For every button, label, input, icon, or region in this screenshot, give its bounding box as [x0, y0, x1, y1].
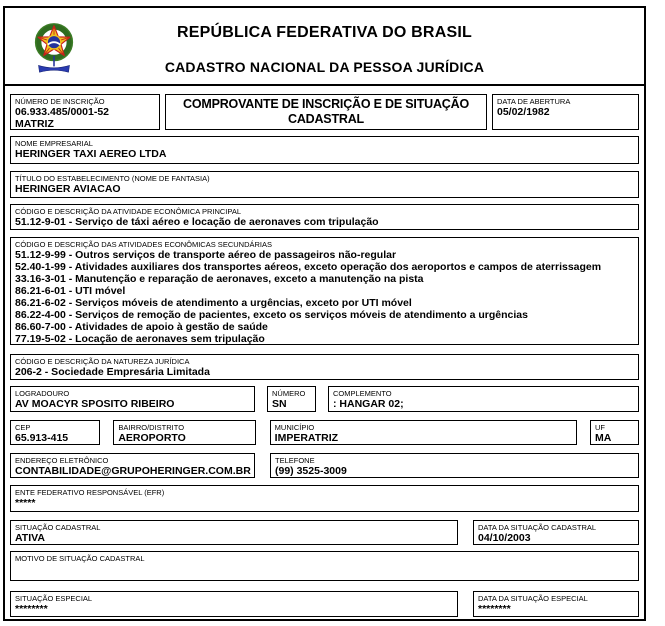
atividade-principal-label: CÓDIGO E DESCRIÇÃO DA ATIVIDADE ECONÔMICA PRINCIPAL [15, 207, 242, 216]
atividade-principal-row [10, 204, 639, 230]
nome-fantasia-value: HERINGER AVIACAO [15, 183, 121, 195]
address-row-1 [10, 386, 639, 412]
situacao-box [10, 520, 458, 545]
address-row-2 [10, 420, 639, 445]
situacao-row [10, 520, 639, 545]
comprovante-title-box: COMPROVANTE DE INSCRIÇÃO E DE SITUAÇÃO CADASTRAL [165, 94, 487, 130]
data-situacao-especial-value: ******** [478, 603, 511, 615]
situacao-especial-box [10, 591, 458, 617]
natureza-juridica-row [10, 354, 639, 380]
uf-label: UF [594, 423, 605, 432]
brazil-coat-of-arms-icon [29, 18, 79, 78]
email-box [10, 453, 255, 478]
cep-label: CEP [15, 423, 31, 432]
situacao-especial-label: SITUAÇÃO ESPECIAL [15, 594, 93, 603]
matriz-indicator: MATRIZ [15, 118, 54, 130]
numero-value: SN [272, 398, 287, 410]
identification-row [10, 94, 639, 130]
uf-box [590, 420, 639, 445]
secondary-activity-item: 86.60-7-00 - Atividades de apoio à gestão de saúde [15, 321, 268, 333]
secondary-activity-item: 33.16-3-01 - Manutenção e reparação de aeronaves, exceto a manutenção na pista [15, 273, 424, 285]
contact-row [10, 453, 639, 478]
data-abertura-box [492, 94, 639, 130]
logradouro-value: AV MOACYR SPOSITO RIBEIRO [15, 398, 175, 410]
natureza-juridica-box [10, 354, 639, 380]
efr-value: ***** [15, 497, 36, 509]
document-header [5, 8, 644, 86]
atividades-secundarias-label: CÓDIGO E DESCRIÇÃO DAS ATIVIDADES ECONÔMICAS SECUNDÁRIAS [15, 240, 272, 249]
situacao-label: SITUAÇÃO CADASTRAL [15, 523, 101, 532]
municipio-value: IMPERATRIZ [274, 432, 339, 444]
nome-empresarial-value: HERINGER TAXI AEREO LTDA [15, 148, 167, 160]
telefone-label: TELEFONE [275, 456, 315, 465]
data-situacao-label: DATA DA SITUAÇÃO CADASTRAL [478, 523, 597, 532]
uf-value: MA [594, 432, 612, 444]
numero-box [267, 386, 316, 412]
situacao-especial-value: ******** [15, 603, 48, 615]
natureza-juridica-value: 206-2 - Sociedade Empresária Limitada [15, 366, 210, 378]
email-value: CONTABILIDADE@GRUPOHERINGER.COM.BR [15, 465, 251, 477]
secondary-activity-item: 86.22-4-00 - Serviços de remoção de pacientes, exceto os serviços móveis de atendimento a urgências [15, 309, 528, 321]
logradouro-box [10, 386, 255, 412]
data-abertura-label: DATA DE ABERTURA [497, 97, 571, 106]
secondary-activity-item: 86.21-6-02 - Serviços móveis de atendimento a urgências, exceto por UTI móvel [15, 297, 412, 309]
cnpj-registry-title: CADASTRO NACIONAL DA PESSOA JURÍDICA [164, 59, 485, 75]
cep-box [10, 420, 100, 445]
data-situacao-box [473, 520, 639, 545]
data-situacao-especial-label: DATA DA SITUAÇÃO ESPECIAL [478, 594, 588, 603]
bairro-box [113, 420, 256, 445]
motivo-label: MOTIVO DE SITUAÇÃO CADASTRAL [15, 554, 145, 563]
atividades-secundarias-row [10, 237, 639, 345]
cep-value: 65.913-415 [15, 432, 69, 444]
nome-fantasia-box [10, 171, 639, 198]
situacao-especial-row [10, 591, 639, 617]
natureza-juridica-label: CÓDIGO E DESCRIÇÃO DA NATUREZA JURÍDICA [15, 357, 190, 366]
numero-label: NÚMERO [272, 389, 306, 398]
nome-empresarial-box [10, 136, 639, 164]
efr-row [10, 485, 639, 512]
efr-label: ENTE FEDERATIVO RESPONSÁVEL (EFR) [15, 488, 165, 497]
numero-inscricao-box [10, 94, 160, 130]
atividade-principal-box [10, 204, 639, 230]
nome-empresarial-label: NOME EMPRESARIAL [15, 139, 93, 148]
numero-inscricao-label: NÚMERO DE INSCRIÇÃO [15, 97, 105, 106]
data-situacao-especial-box [473, 591, 639, 617]
atividades-secundarias-box [10, 237, 639, 345]
secondary-activity-item: 52.40-1-99 - Atividades auxiliares dos transportes aéreos, exceto operação dos aeroportos e campos de aterrissagem [15, 261, 602, 273]
nome-empresarial-row [10, 136, 639, 164]
municipio-box [270, 420, 577, 445]
data-abertura-value: 05/02/1982 [497, 106, 550, 118]
motivo-box [10, 551, 639, 581]
telefone-value: (99) 3525-3009 [275, 465, 347, 477]
municipio-label: MUNICÍPIO [274, 423, 315, 432]
republic-title: REPÚBLICA FEDERATIVA DO BRASIL [177, 24, 472, 41]
nome-fantasia-label: TÍTULO DO ESTABELECIMENTO (NOME DE FANTASIA) [15, 174, 210, 183]
logradouro-label: LOGRADOURO [15, 389, 70, 398]
atividade-principal-value: 51.12-9-01 - Serviço de táxi aéreo e locação de aeronaves com tripulação [15, 216, 379, 228]
form-content [5, 94, 644, 617]
motivo-row [10, 551, 639, 581]
secondary-activity-item: 86.21-6-01 - UTI móvel [15, 285, 126, 297]
numero-inscricao-value: 06.933.485/0001-52 [15, 106, 110, 118]
secondary-activity-item: 77.19-5-02 - Locação de aeronaves sem tripulação [15, 333, 265, 345]
telefone-box [270, 453, 639, 478]
nome-fantasia-row [10, 171, 639, 198]
complemento-value: : HANGAR 02; [333, 398, 404, 410]
email-label: ENDEREÇO ELETRÔNICO [15, 456, 109, 465]
data-situacao-value: 04/10/2003 [478, 532, 531, 544]
complemento-box [328, 386, 639, 412]
cnpj-comprovante-page [3, 6, 646, 621]
bairro-label: BAIRRO/DISTRITO [118, 423, 185, 432]
efr-box [10, 485, 639, 512]
bairro-value: AEROPORTO [118, 432, 186, 444]
secondary-activity-item: 51.12-9-99 - Outros serviços de transporte aéreo de passageiros não-regular [15, 249, 397, 261]
complemento-label: COMPLEMENTO [333, 389, 392, 398]
situacao-value: ATIVA [15, 532, 45, 544]
